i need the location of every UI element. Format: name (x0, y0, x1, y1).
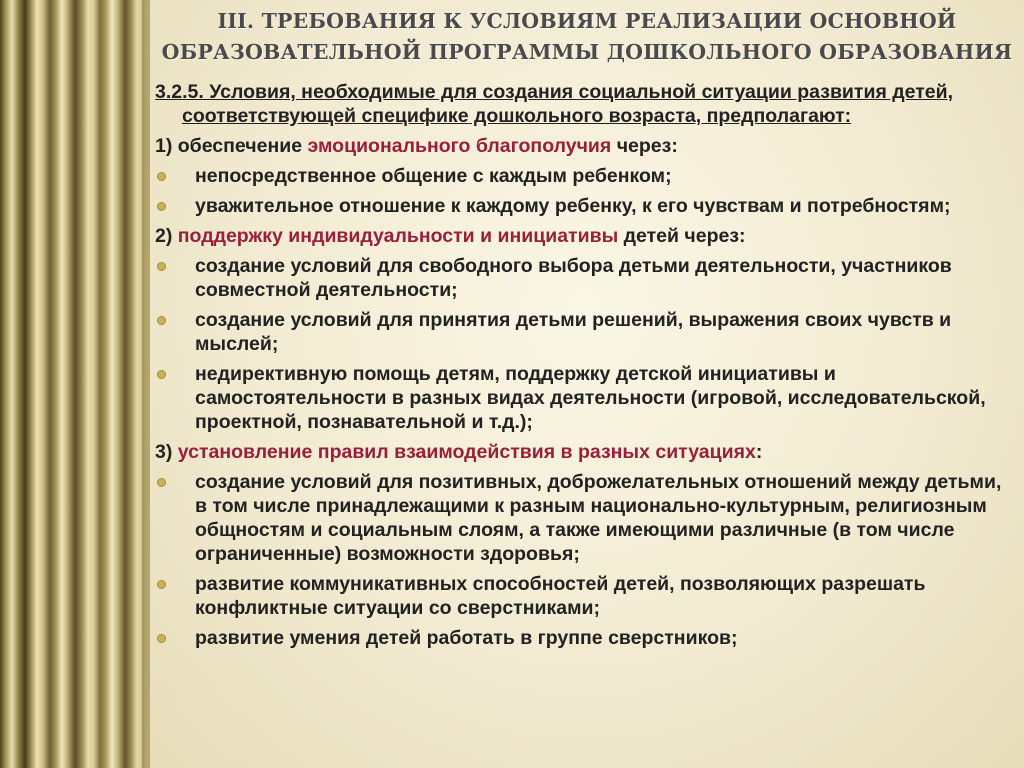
item-1-highlight: эмоционального благополучия (307, 135, 612, 157)
item-1-suffix: через: (611, 135, 678, 157)
item-2-suffix: детей через: (618, 225, 746, 247)
decorative-gold-stripes (0, 0, 150, 768)
bullet-icon (157, 262, 166, 271)
bullet-icon (157, 370, 166, 379)
bullet-icon (157, 478, 166, 487)
bullet-icon (157, 634, 166, 643)
item-2-highlight: поддержку индивидуальности и инициативы (177, 225, 619, 247)
bullet-item (155, 362, 1015, 434)
item-2-prefix: 2) (155, 225, 178, 247)
bullet-item (155, 164, 1015, 188)
item-1-heading (155, 134, 1015, 158)
bullet-item (155, 572, 1015, 620)
bullet-text: непосредственное общение с каждым ребенком; (195, 165, 672, 187)
bullet-text: недирективную помощь детям, поддержку детской инициативы и самостоятельности в разных видах деятельности (игровой, исследовательской, проектной, познавательной и т.д.); (195, 363, 986, 433)
bullet-icon (157, 172, 166, 181)
section-heading: 3.2.5. Условия, необходимые для создания социальной ситуации развития детей, соответствующей специфике дошкольного возраста, предполагают: (155, 81, 954, 127)
item-3-prefix: 3) (155, 441, 178, 463)
bullet-item (155, 626, 1015, 650)
slide-content (155, 80, 1015, 656)
bullet-icon (157, 580, 166, 589)
bullet-text: создание условий для принятия детьми решений, выражения своих чувств и мыслей; (195, 309, 952, 355)
bullet-item (155, 254, 1015, 302)
item-3-heading (155, 440, 1015, 464)
slide-title (150, 6, 1024, 68)
bullet-text: создание условий для позитивных, доброжелательных отношений между детьми, в том числе принадлежащими к разным национально-культурным, религиозным общностям и социальным слоям, а также имеющими различные (в том числе ограниченные) возможности здоровья; (195, 471, 1002, 565)
bullet-item (155, 308, 1015, 356)
bullet-text: развитие умения детей работать в группе сверстников; (195, 627, 738, 649)
title-line-2: ОБРАЗОВАТЕЛЬНОЙ ПРОГРАММЫ ДОШКОЛЬНОГО ОБРАЗОВАНИЯ (161, 40, 1013, 64)
bullet-text: создание условий для свободного выбора детьми деятельности, участников совместной деятельности; (195, 255, 952, 301)
bullet-text: уважительное отношение к каждому ребенку, к его чувствам и потребностям; (195, 195, 951, 217)
bullet-icon (157, 202, 166, 211)
item-1-prefix: 1) обеспечение (155, 135, 308, 157)
bullet-icon (157, 316, 166, 325)
title-line-1: III. ТРЕБОВАНИЯ К УСЛОВИЯМ РЕАЛИЗАЦИИ ОСНОВНОЙ (217, 9, 957, 33)
item-1-bullet-list (155, 164, 1015, 218)
item-3-suffix: : (755, 441, 763, 463)
bullet-text: развитие коммуникативных способностей детей, позволяющих разрешать конфликтные ситуации со сверстниками; (195, 573, 926, 619)
item-3-highlight: установление правил взаимодействия в разных ситуациях (177, 441, 756, 463)
bullet-item (155, 194, 1015, 218)
bullet-item (155, 470, 1015, 566)
item-2-bullet-list (155, 254, 1015, 434)
item-2-heading (155, 224, 1015, 248)
item-3-bullet-list (155, 470, 1015, 650)
